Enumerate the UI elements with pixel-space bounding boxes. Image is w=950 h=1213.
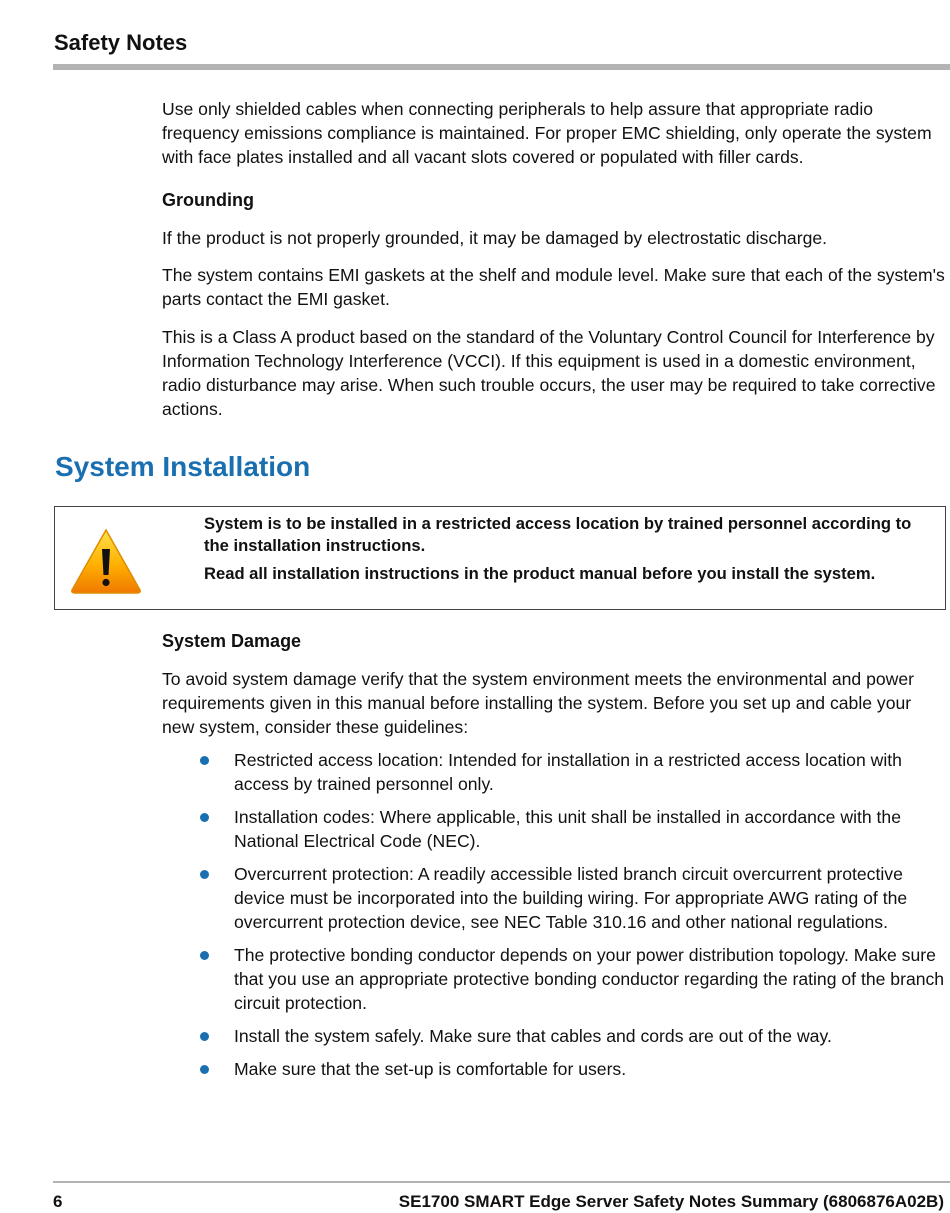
grounding-paragraph: The system contains EMI gaskets at the shelf and module level. Make sure that each of the system's parts contact the EMI gasket. <box>162 265 945 309</box>
bullet-icon <box>200 951 209 960</box>
list-item-text: Overcurrent protection: A readily accessible listed branch circuit overcurrent protective device must be incorporated into the building wiring. For appropriate AWG rating of the overcurrent protection device, see NEC Table 310.16 and other national regulations. <box>234 864 908 932</box>
bullet-icon <box>200 870 209 879</box>
warning-callout <box>54 506 946 610</box>
list-item <box>162 1024 948 1048</box>
grounding-paragraph-2-block <box>162 263 948 311</box>
grounding-paragraph: If the product is not properly grounded, it may be damaged by electrostatic discharge. <box>162 228 828 248</box>
system-damage-heading: System Damage <box>162 631 302 651</box>
bullet-icon <box>200 1032 209 1041</box>
bullet-icon <box>200 1065 209 1074</box>
warning-icon <box>69 527 143 595</box>
grounding-paragraph: This is a Class A product based on the standard of the Voluntary Control Council for Interference by Information Technology Interference (VCCI). If this equipment is used in a domestic environment, radio disturbance may arise. When such trouble occurs, the user may be required to take corrective actions. <box>162 327 936 419</box>
page-number: 6 <box>53 1192 63 1211</box>
list-item-text: Restricted access location: Intended for installation in a restricted access location with access by trained personnel only. <box>234 750 902 794</box>
emc-paragraph: Use only shielded cables when connecting peripherals to help assure that appropriate radio frequency emissions compliance is maintained. For proper EMC shielding, only operate the system with face plates installed and all vacant slots covered or populated with filler cards. <box>162 99 932 167</box>
footer-divider <box>53 1181 950 1183</box>
header-divider <box>53 64 950 70</box>
system-damage-intro-block <box>162 667 948 739</box>
list-item-text: Install the system safely. Make sure that cables and cords are out of the way. <box>234 1026 832 1046</box>
list-item-text: The protective bonding conductor depends on your power distribution topology. Make sure that you use an appropriate protective bonding conductor regarding the rating of the branch circuit protection. <box>234 945 945 1013</box>
list-item-text: Make sure that the set-up is comfortable for users. <box>234 1059 627 1079</box>
document-title: SE1700 SMART Edge Server Safety Notes Summary (6806876A02B) <box>398 1192 944 1211</box>
grounding-heading: Grounding <box>162 190 254 210</box>
emc-paragraph-block <box>162 97 948 169</box>
system-damage-intro: To avoid system damage verify that the system environment meets the environmental and power requirements given in this manual before installing the system. Before you set up and cable your new system, consider these guidelines: <box>162 669 915 737</box>
list-item-text: Installation codes: Where applicable, this unit shall be installed in accordance with the National Electrical Code (NEC). <box>234 807 901 851</box>
grounding-paragraph-1-block <box>162 226 948 250</box>
bullet-icon <box>200 756 209 765</box>
grounding-section <box>162 188 948 212</box>
bullet-icon <box>200 813 209 822</box>
list-item <box>162 1057 948 1081</box>
list-item <box>162 943 948 1015</box>
page-header-title: Safety Notes <box>54 30 188 55</box>
grounding-paragraph-3-block <box>162 325 948 421</box>
guidelines-list <box>162 748 948 1090</box>
warning-line: Read all installation instructions in the product manual before you install the system. <box>204 564 876 583</box>
list-item <box>162 805 948 853</box>
section-title-system-installation: System Installation <box>55 451 311 482</box>
warning-line: System is to be installed in a restricted access location by trained personnel according to the installation instructions. <box>204 514 912 555</box>
list-item <box>162 748 948 796</box>
system-damage-section <box>162 629 948 653</box>
warning-text <box>204 513 924 592</box>
list-item <box>162 862 948 934</box>
